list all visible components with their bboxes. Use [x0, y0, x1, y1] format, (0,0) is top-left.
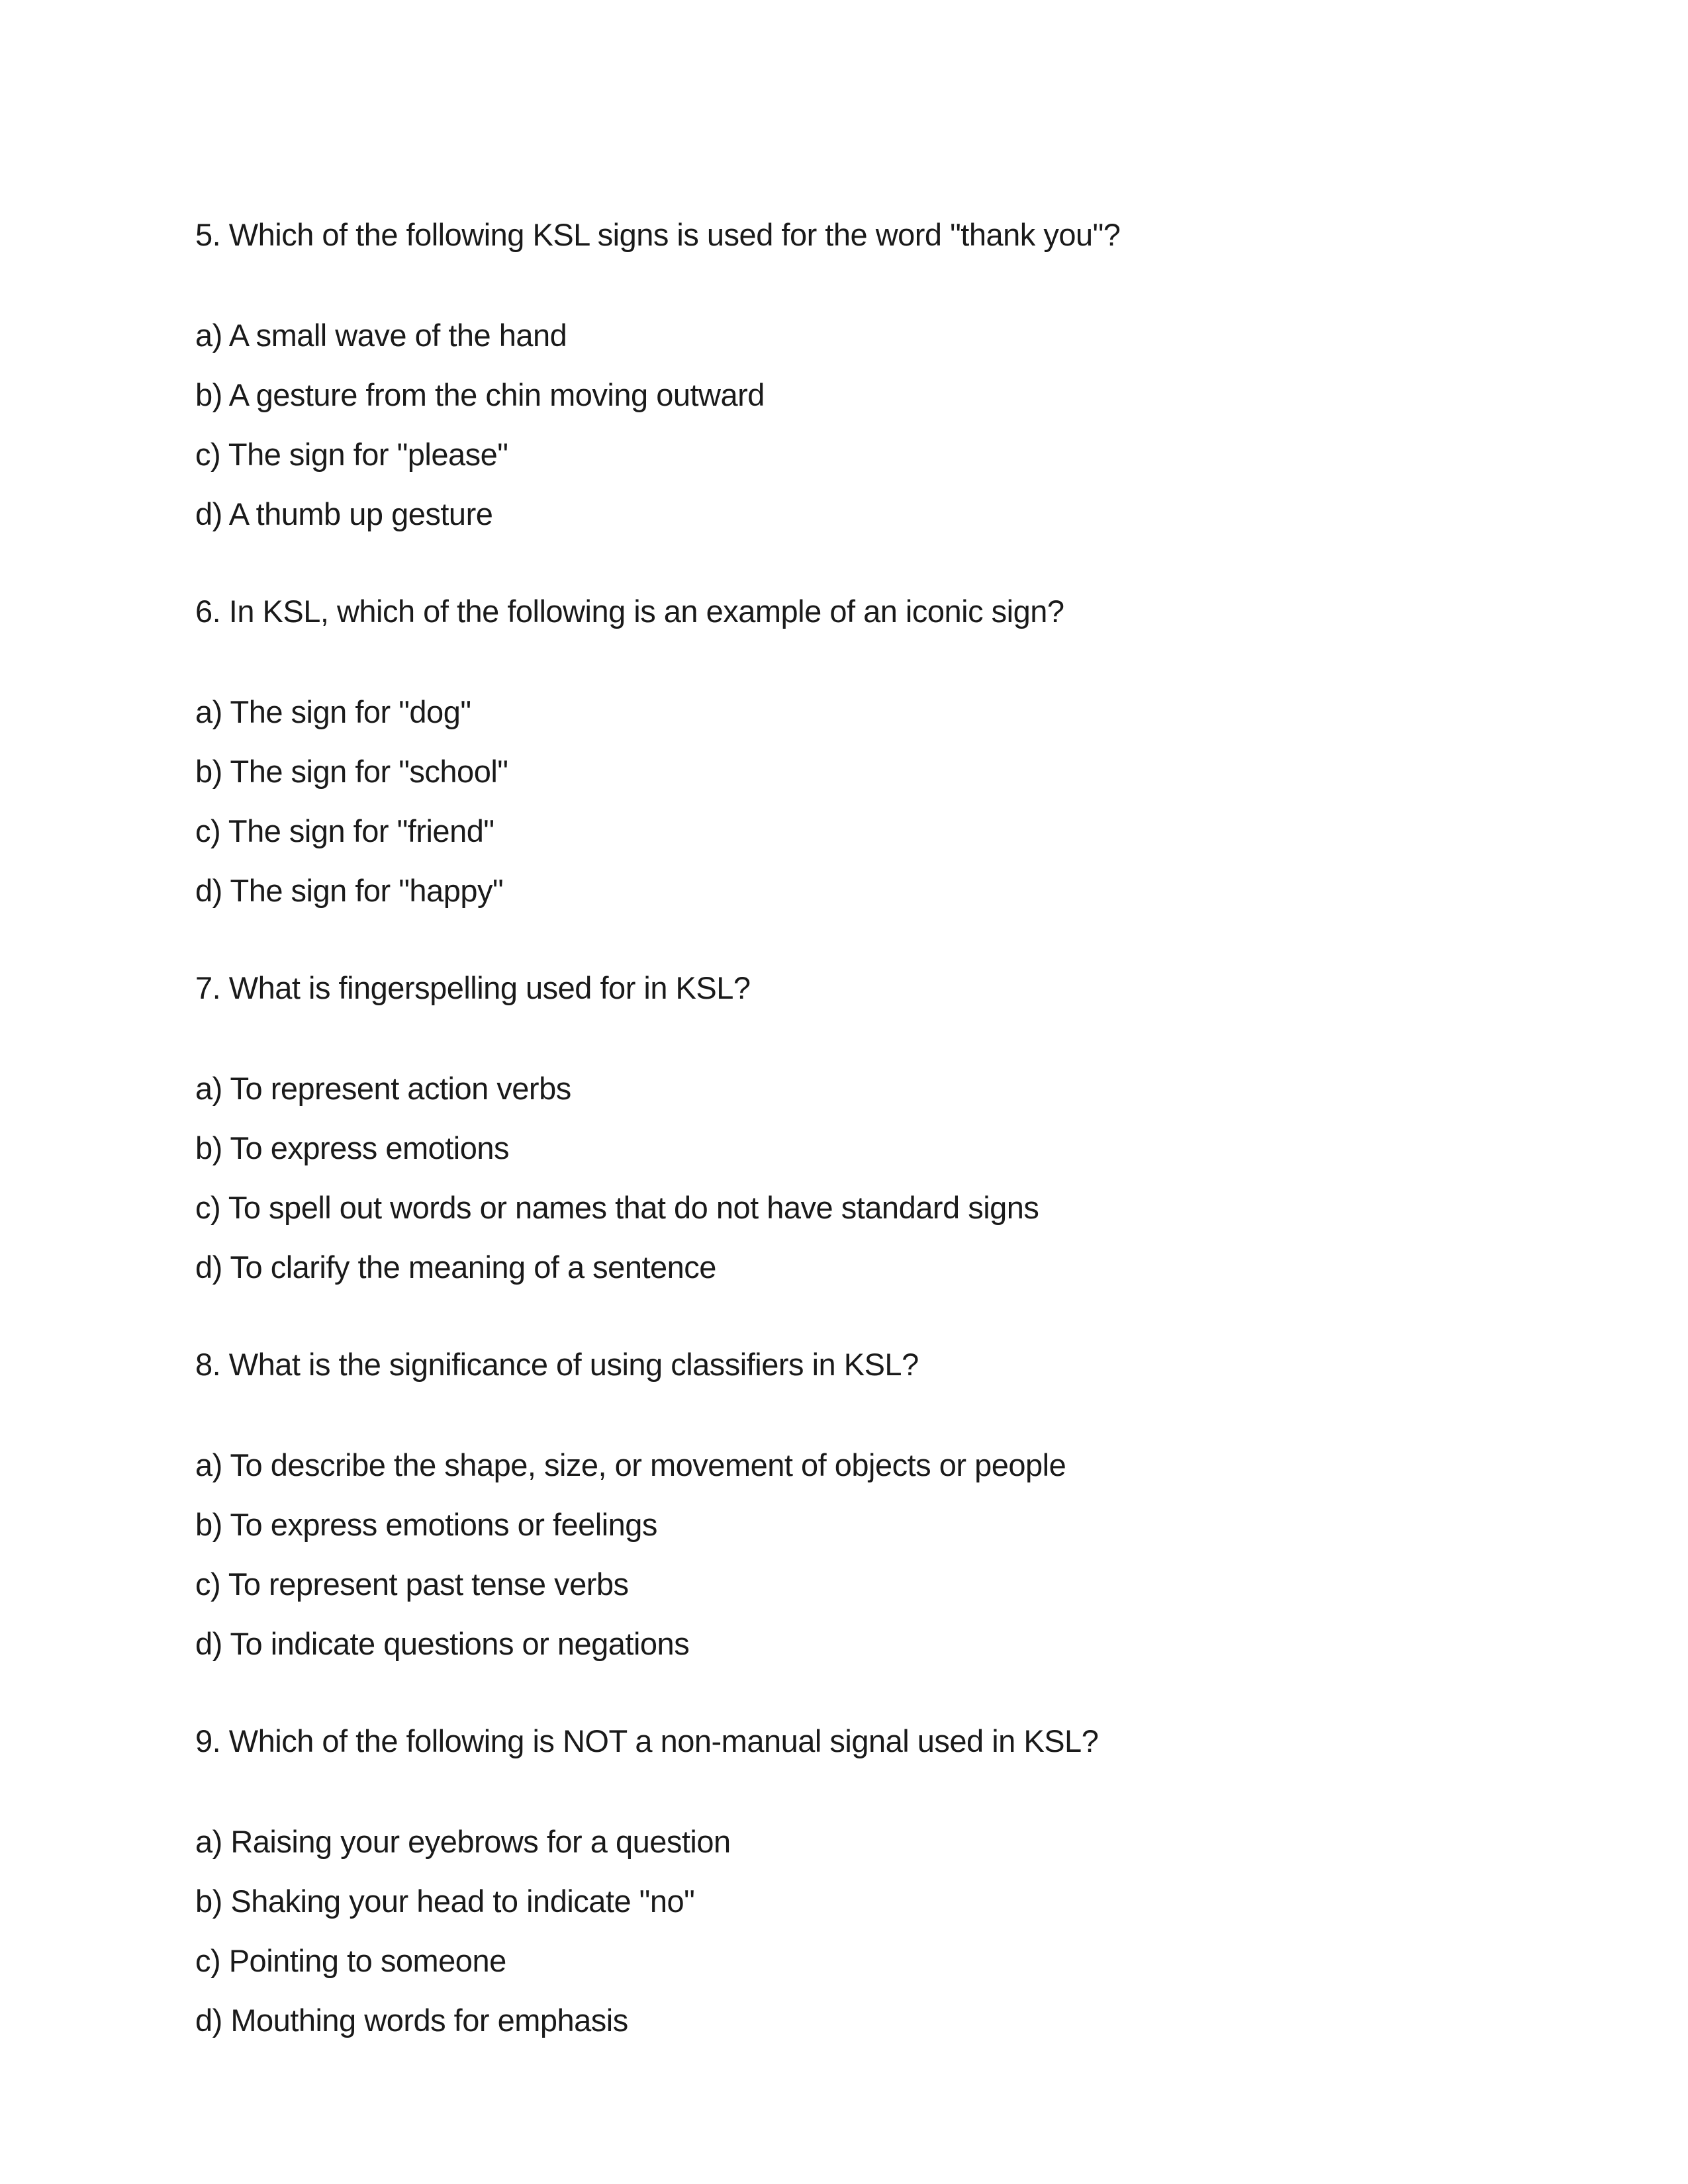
question-text: 5. Which of the following KSL signs is used for the word "thank you"?: [195, 217, 1121, 252]
question-text: 9. Which of the following is NOT a non-manual signal used in KSL?: [195, 1723, 1099, 1758]
option-c: c) The sign for "friend": [195, 813, 494, 848]
option-b: b) To express emotions or feelings: [195, 1507, 657, 1542]
option-c: c) The sign for "please": [195, 437, 508, 472]
question-8: [195, 1335, 1489, 1674]
option-a: a) Raising your eyebrows for a question: [195, 1824, 731, 1859]
option-b: b) Shaking your head to indicate "no": [195, 1884, 695, 1919]
option-c: c) Pointing to someone: [195, 1943, 506, 1978]
option-d: d) To clarify the meaning of a sentence: [195, 1250, 716, 1285]
option-d: d) A thumb up gesture: [195, 496, 493, 531]
option-a: a) To describe the shape, size, or movement of objects or people: [195, 1447, 1066, 1482]
option-d: d) Mouthing words for emphasis: [195, 2003, 628, 2038]
option-c: c) To represent past tense verbs: [195, 1567, 629, 1602]
question-text: 6. In KSL, which of the following is an example of an iconic sign?: [195, 594, 1064, 629]
question-9: [195, 1711, 1489, 2050]
question-text: 7. What is fingerspelling used for in KSL?: [195, 970, 751, 1005]
option-d: d) To indicate questions or negations: [195, 1626, 690, 1661]
question-5: [195, 205, 1489, 544]
option-c: c) To spell out words or names that do not have standard signs: [195, 1190, 1039, 1225]
option-a: a) To represent action verbs: [195, 1071, 571, 1106]
question-6: [195, 582, 1489, 921]
question-text: 8. What is the significance of using classifiers in KSL?: [195, 1347, 919, 1382]
question-7: [195, 958, 1489, 1297]
option-d: d) The sign for "happy": [195, 873, 504, 908]
option-a: a) A small wave of the hand: [195, 318, 567, 353]
option-b: b) A gesture from the chin moving outward: [195, 377, 765, 412]
option-b: b) The sign for "school": [195, 754, 508, 789]
option-b: b) To express emotions: [195, 1130, 510, 1165]
option-a: a) The sign for "dog": [195, 694, 471, 729]
